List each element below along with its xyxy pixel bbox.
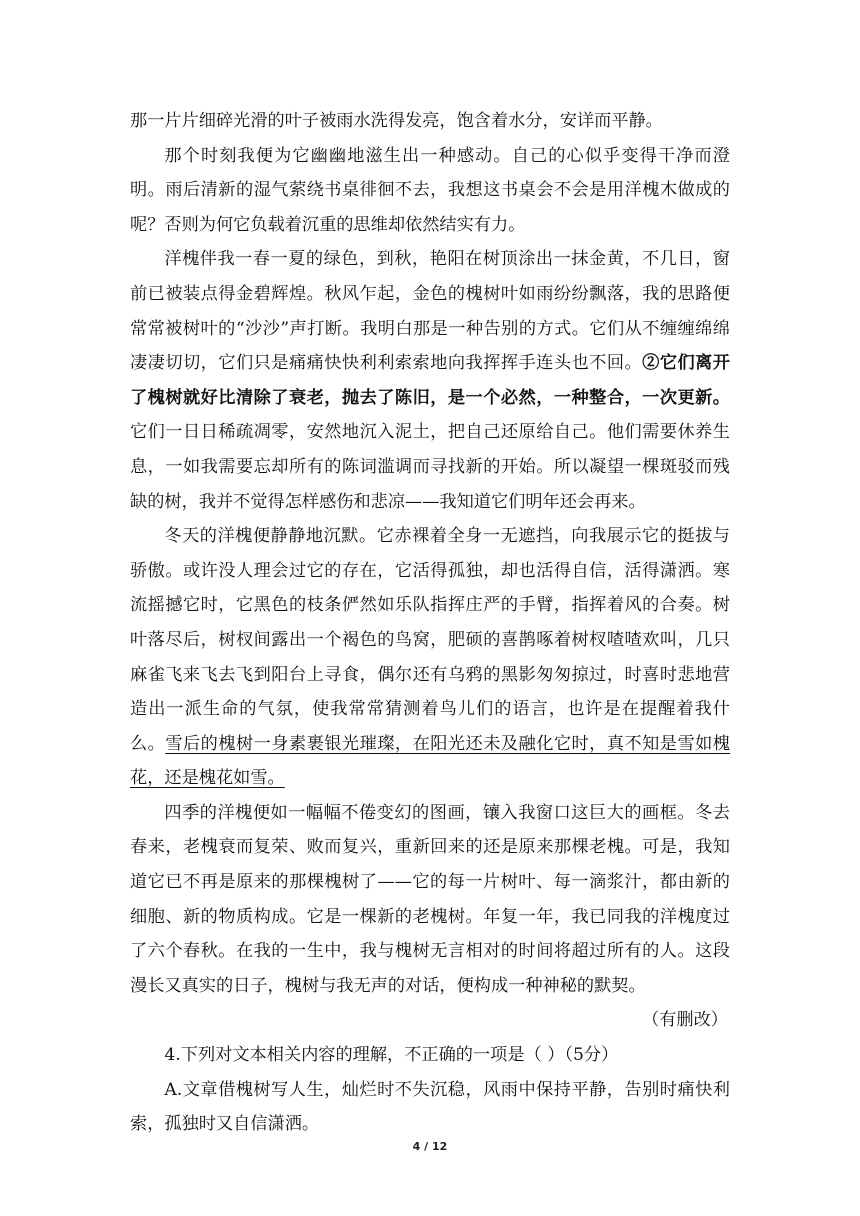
question-4-stem: 4.下列对文本相关内容的理解，不正确的一项是（ ）（5分） — [164, 1045, 619, 1066]
paragraph-3-text-a: 洋槐伴我一春一夏的绿色，到秋，艳阳在树顶涂出一抹金黄，不几日，窗前已被装点得金碧辉煌。秋风乍起，金色的槐树叶如雨纷纷飘落，我的思路便常常被树叶的“沙沙”声打断。我明白那是一种告别的方式。它们从不缠缠绵绵凄凄切切，它们只是痛痛快快利利索索地向我挥挥手连头也不回。 — [130, 249, 730, 374]
paragraph-4 — [130, 519, 730, 796]
source-note: （有删改） — [642, 1010, 728, 1031]
question-4-option-a: A.文章借槐树写人生，灿烂时不失沉稳，风雨中保持平静，告别时痛快利索，孤独时又自信潇洒。 — [130, 1079, 730, 1135]
paragraph-3-text-b: 它们一日日稀疏凋零，安然地沉入泥土，把自己还原给自己。他们需要休养生息，一如我需要忘却所有的陈词滥调而寻找新的开始。所以凝望一棵斑驳而残缺的树，我并不觉得怎样感伤和悲凉——我知道它们明年还会再来。 — [130, 422, 730, 512]
page-number: 4 / 12 — [412, 1140, 448, 1153]
paragraph-3 — [130, 242, 730, 519]
paragraph-4-text: 冬天的洋槐便静静地沉默。它赤裸着全身一无遮挡，向我展示它的挺拔与骄傲。或许没人理会过它的存在，它活得孤独，却也活得自信，活得潇洒。寒流摇撼它时，它黑色的枝条俨然如乐队指挥庄严的手臂，指挥着风的合奏。树叶落尽后，树杈间露出一个褐色的鸟窝，肥硕的喜鹊啄着树杈喳喳欢叫，几只麻雀飞来飞去飞到阳台上寻食，偶尔还有乌鸦的黑影匆匆掠过，时喜时悲地营造出一派生命的气氛，使我常常猜测着鸟儿们的语言，也许是在提醒着我什么。 — [130, 526, 730, 754]
paragraph-1: 那一片片细碎光滑的叶子被雨水洗得发亮，饱含着水分，安详而平静。 — [130, 111, 663, 131]
paragraph-3-bold-sentence: ②它们离开了槐树就好比清除了衰老，抛去了陈旧，是一个必然，一种整合，一次更新。 — [130, 353, 730, 408]
essay-text — [130, 104, 730, 1142]
paragraph-5: 四季的洋槐便如一幅幅不倦变幻的图画，镶入我窗口这巨大的画框。冬去春来，老槐衰而复荣、败而复兴，重新回来的还是原来那棵老槐。可是，我知道它已不再是原来的那棵槐树了——它的每一片树叶、每一滴浆汁，都由新的细胞、新的物质构成。它是一棵新的老槐树。年复一年，我已同我的洋槐度过了六个春秋。在我的一生中，我与槐树无言相对的时间将超过所有的人。这段漫长又真实的日子，槐树与我无声的对话，便构成一种神秘的默契。 — [130, 802, 730, 996]
paragraph-2: 那个时刻我便为它幽幽地滋生出一种感动。自己的心似乎变得干净而澄明。雨后清新的湿气萦绕书桌徘徊不去，我想这书桌会不会是用洋槐木做成的呢？否则为何它负载着沉重的思维却依然结实有力。 — [130, 145, 730, 235]
paragraph-4-underlined-sentence: 雪后的槐树一身素裹银光璀璨，在阳光还未及融化它时，真不知是雪如槐花，还是槐花如雪。 — [130, 733, 730, 789]
